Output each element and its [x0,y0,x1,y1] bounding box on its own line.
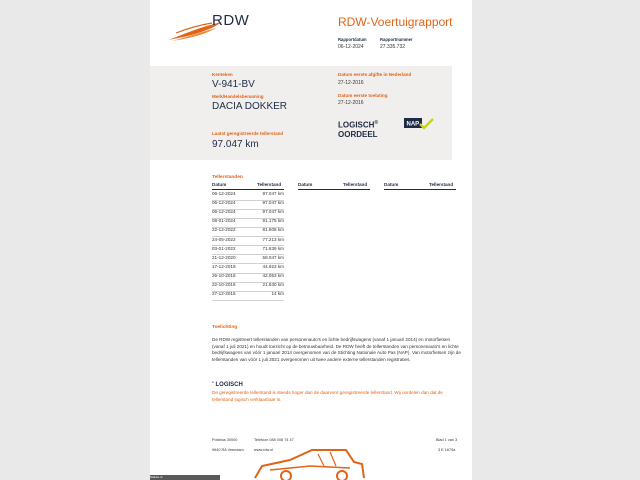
nap-text: NAP [406,121,420,128]
car-outline-icon [250,440,370,480]
row-reading: 97.047 km [262,209,284,215]
row-reading: 97.047 km [262,191,284,196]
row-reading: 21.630 km [262,282,284,287]
logisch-heading-text: LOGISCH [215,382,243,388]
explanation-title: Toelichting [212,325,238,330]
table-row [212,227,284,236]
header-rule-2 [298,189,370,190]
footer-address: 9640 RA Veendam [212,448,244,452]
row-date: 08-01-2024 [212,218,236,224]
row-reading: 58.047 km [262,254,284,260]
table-row [212,209,284,218]
explanation-paragraph [212,337,462,363]
nap-check-icon [404,118,434,130]
row-date: 22-12-2022 [212,227,236,233]
first-nl-label: Datum eerste afgifte in Nederland [338,72,412,77]
row-date: 06-12-2024 [212,209,236,215]
report-date-label: Rapportdatum [338,37,367,42]
row-reading: 91.175 km [262,218,284,224]
row-date: 22-10-2016 [212,282,236,287]
logisch-explanation: De geregistreerde tellerstand is steeds hoger dan de daarvoor geregistreerde tellerstand. Wij oordelen dan dat de tellerstand logisch verklaarbaar is. [212,390,443,402]
row-reading: 44.923 km [262,263,284,269]
row-date: 06-12-2024 [212,200,236,206]
source-tag: Stanks.nl [150,475,220,480]
verdict-logisch [338,119,378,140]
vehicle-summary-panel [150,66,452,160]
odometer-section-title: Tellerstanden [212,175,243,180]
table-row [212,237,284,246]
explanation-text: De RDW registreert tellerstanden van personenauto's en lichte bedrijfswagens (vanaf 1 januari 2014) en motorfietsen (vanaf 1 juli 2021) en houdt toezicht op de betrouwbaarheid. De RDW heeft de tellerstanden van personenauto's en lichte bedrijfswagens van vóór 1 januari 2014 overgenomen van de Stichting Nationale Auto Pas (NAP). Van motorfietsen zijn de tellerstanden van vóór 1 juli 2021 overgenomen uit twee andere externe tellerstanden registraties. [212,337,461,362]
table-row [212,218,284,227]
row-date: 06-12-2024 [212,191,236,196]
first-nl-value: 27-12-2016 [338,80,364,86]
row-date: 24-05-2022 [212,236,236,242]
report-date-value: 06-12-2024 [338,44,364,50]
table-row [212,282,284,291]
col-reading-3: Tellerstand [429,182,454,187]
row-reading: 97.047 km [262,200,284,206]
row-reading: 71.839 km [262,245,284,251]
footer-phone: Telefoon 088 008 74 47 [254,438,294,442]
table-row [212,291,284,300]
footer-page: Blad 1 van 3 [436,438,458,442]
report-title: RDW-Voertuigrapport [338,15,453,29]
report-page [150,0,472,480]
model-value: DACIA DOKKER [212,101,288,112]
row-date: 27-12-2016 [212,291,236,297]
table-row [212,264,284,273]
row-reading: 81.608 km [262,227,284,233]
row-reading: 14 km [271,291,284,297]
col-reading-2: Tellerstand [343,182,368,187]
col-date-1: Datum [212,182,227,187]
footer-web: www.rdw.nl [254,448,273,452]
report-number-value: 27.335.732 [380,44,406,50]
row-date: 21-12-2020 [212,254,236,260]
row-date: 03-01-2022 [212,245,236,251]
table-row [212,246,284,255]
brand-name: RDW [212,12,250,29]
odometer-value: 97.047 km [212,139,259,150]
row-date: 26-10-2018 [212,272,236,278]
plate-label: Kenteken [212,72,233,77]
footer-code: 3 E 1679a [438,448,456,452]
row-reading: 77.213 km [262,236,284,242]
col-reading-1: Tellerstand [257,182,282,187]
first-admission-value: 27-12-2016 [338,100,364,106]
model-label: Merk/Handelsbenaming [212,94,264,99]
table-row [212,191,284,200]
row-date: 17-12-2019 [212,263,236,269]
first-admission-label: Datum eerste toelating [338,93,388,98]
table-row [212,200,284,209]
odometer-label: Laatst geregistreerde tellerstand [212,131,284,136]
row-reading: 42.053 km [262,272,284,278]
table-row [212,273,284,282]
registered-mark: ® [374,120,379,126]
header-rule-1 [212,189,284,190]
header-rule-3 [384,189,456,190]
col-date-3: Datum [384,182,399,187]
col-date-2: Datum [298,182,313,187]
plate-value: V-941-BV [212,79,255,90]
footer-postbus: Postbus 30000 [212,438,238,442]
logisch-heading: ● LOGISCH [212,380,243,388]
verdict-line1: LOGISCH [338,120,375,130]
verdict-line2: OORDEEL [338,130,378,140]
table-row [212,255,284,264]
report-number-label: Rapportnummer [380,37,413,42]
